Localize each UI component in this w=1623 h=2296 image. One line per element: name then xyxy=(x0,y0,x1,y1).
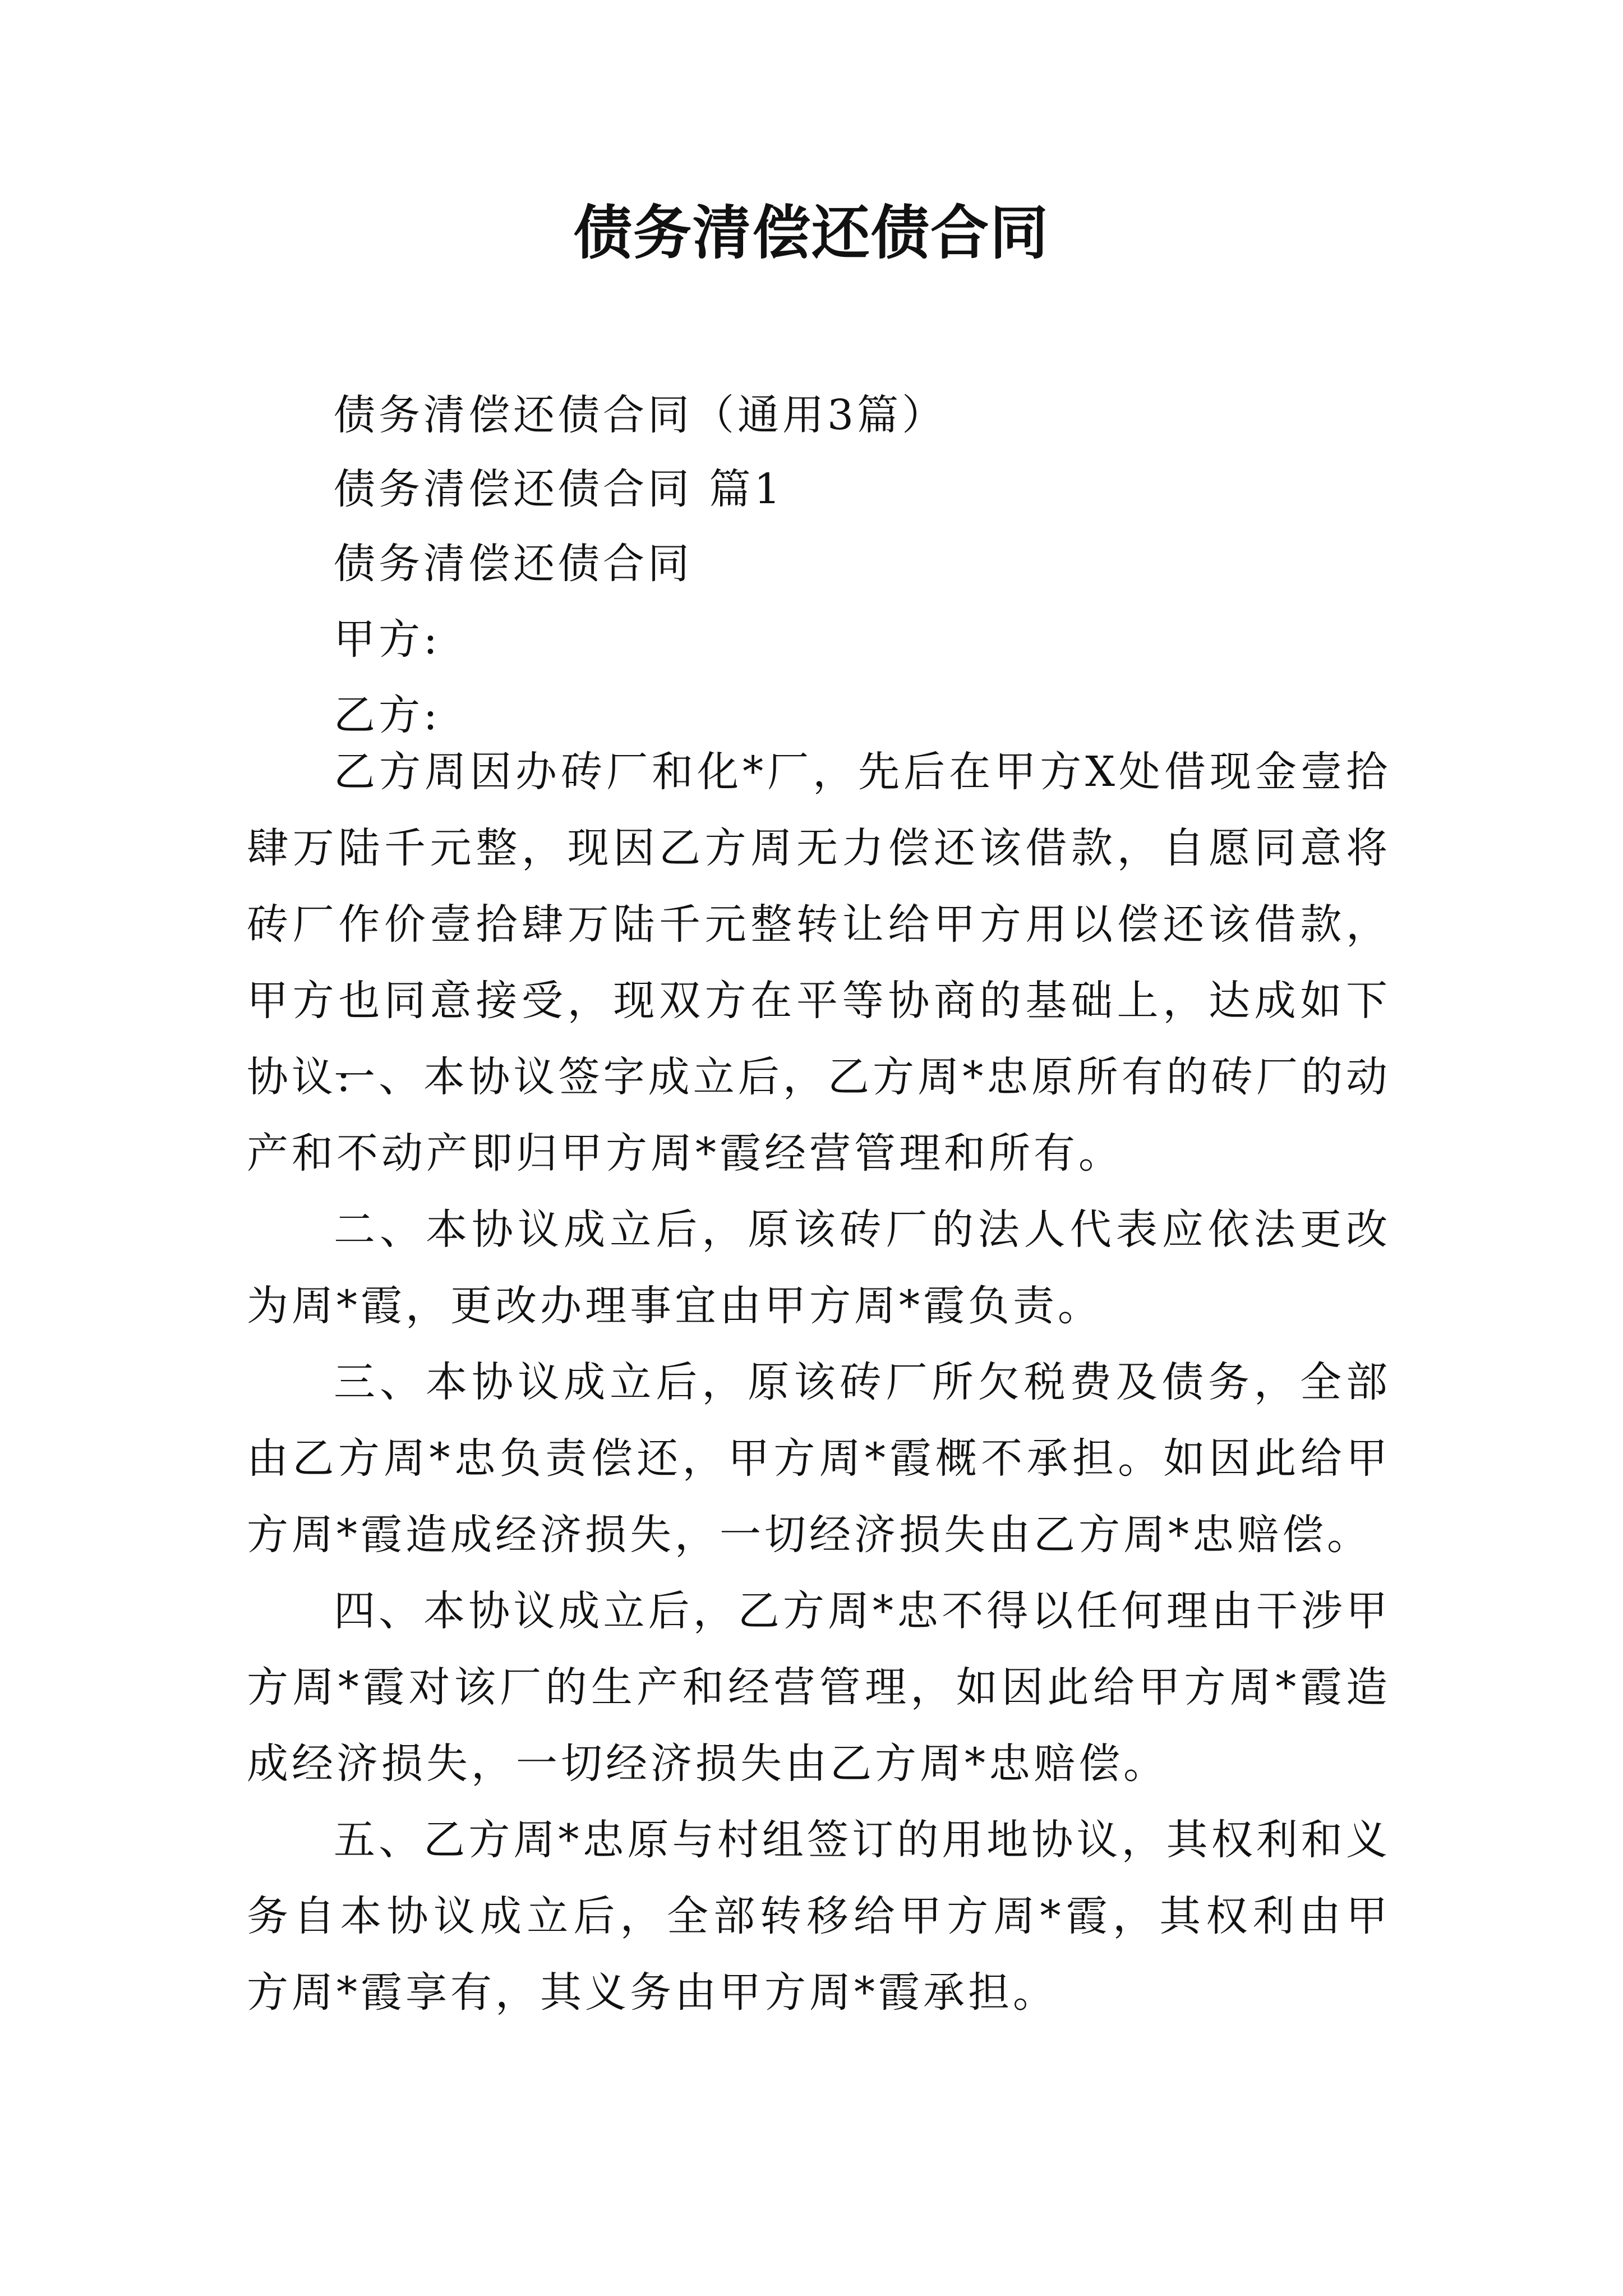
clause-5: 五、乙方周*忠原与村组签订的用地协议，其权利和义务自本协议成立后，全部转移给甲方周*霞，其权利由甲方周*霞享有，其义务由甲方周*霞承担。 xyxy=(247,1816,1391,2017)
party-a-label: 甲方: xyxy=(334,615,441,664)
contract-name-line: 债务清偿还债合同 xyxy=(334,540,693,588)
intro-paragraph: 乙方周因办砖厂和化*厂，先后在甲方X处借现金壹拾肆万陆千元整，现因乙方周无力偿还该借款，自愿同意将砖厂作价壹拾肆万陆千元整转让给甲方用以偿还该借款，甲方也同意接受，现双方在平等协商的基础上，达成如下协议: xyxy=(247,748,1391,1101)
clause-4: 四、本协议成立后，乙方周*忠不得以任何理由干涉甲方周*霞对该厂的生产和经营管理，如因此给甲方周*霞造成经济损失，一切经济损失由乙方周*忠赔偿。 xyxy=(247,1587,1391,1788)
document-title: 债务清偿还债合同 xyxy=(573,199,1049,267)
clause-1: 一、本协议签字成立后，乙方周*忠原所有的砖厂的动产和不动产即归甲方周*霞经营管理和所有。 xyxy=(247,1053,1391,1177)
clause-2: 二、本协议成立后，原该砖厂的法人代表应依法更改为周*霞，更改办理事宜由甲方周*霞负责。 xyxy=(247,1205,1391,1330)
section-heading: 债务清偿还债合同 篇1 xyxy=(334,465,784,513)
subtitle-line: 债务清偿还债合同（通用3篇） xyxy=(334,391,947,439)
party-b-label: 乙方: xyxy=(334,691,441,739)
clause-3: 三、本协议成立后，原该砖厂所欠税费及债务，全部由乙方周*忠负责偿还，甲方周*霞概不承担。如因此给甲方周*霞造成经济损失，一切经济损失由乙方周*忠赔偿。 xyxy=(247,1358,1391,1559)
